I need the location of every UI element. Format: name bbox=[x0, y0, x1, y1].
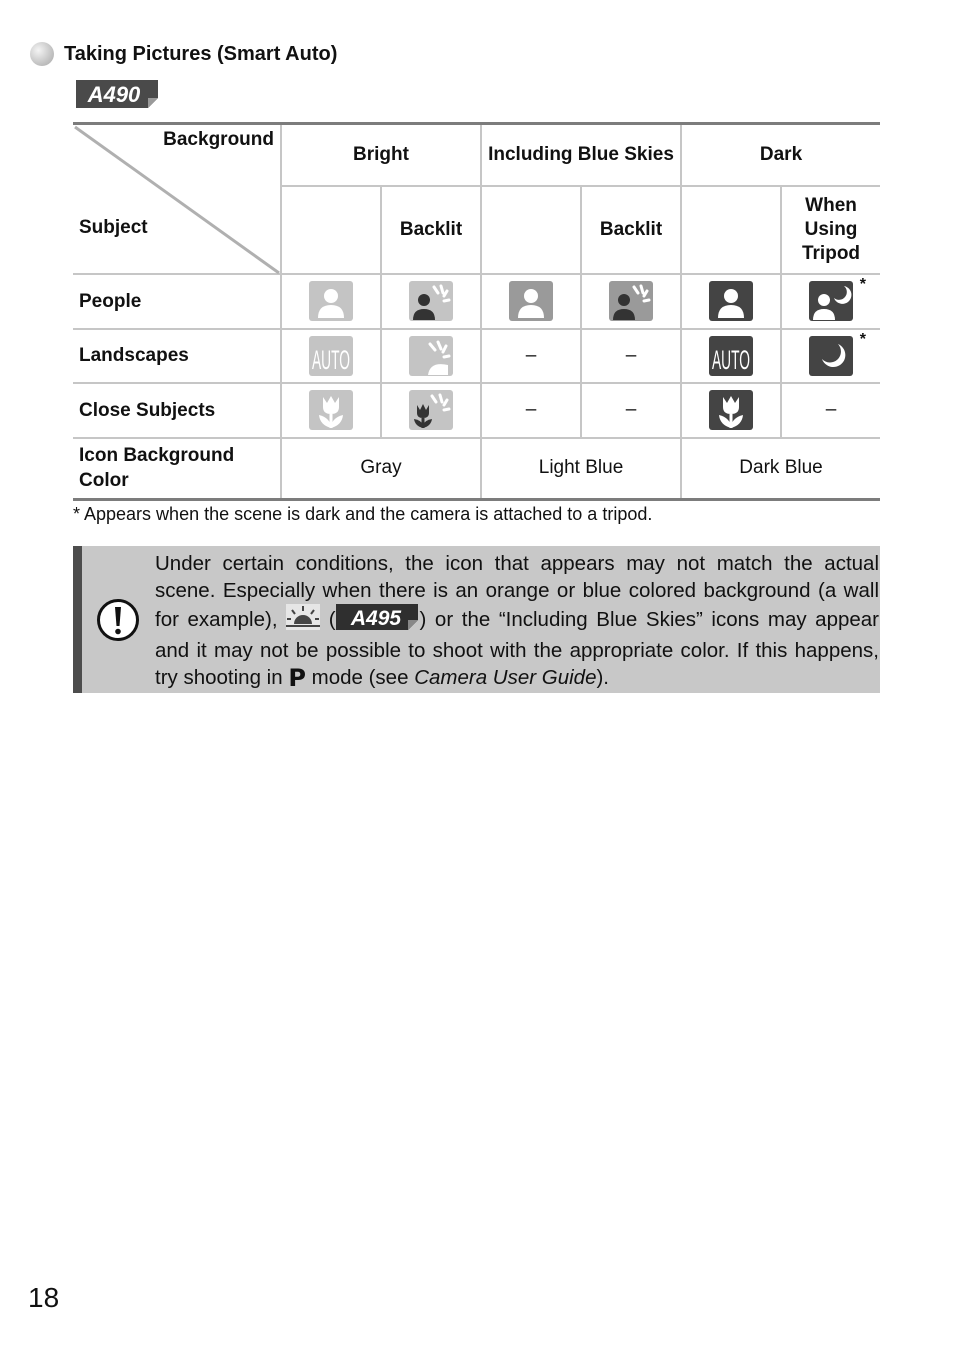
col-including-blue-skies: Including Blue Skies bbox=[481, 124, 681, 186]
row-label-landscapes: Landscapes bbox=[73, 329, 281, 383]
macro-gray-icon bbox=[308, 389, 354, 431]
portrait-lightblue-icon bbox=[508, 280, 554, 322]
sunset-icon bbox=[286, 604, 320, 637]
macro-backlit-gray-icon bbox=[408, 389, 454, 431]
col-dark-tripod: When Using Tripod bbox=[781, 186, 880, 274]
backlit-gray-icon bbox=[408, 335, 454, 377]
section-title: Taking Pictures (Smart Auto) bbox=[64, 42, 338, 65]
empty-cell: – bbox=[581, 383, 681, 438]
caution-text bbox=[155, 550, 879, 692]
tripod-asterisk: * bbox=[859, 276, 867, 293]
model-badge bbox=[76, 80, 160, 113]
paren-open: ( bbox=[328, 607, 336, 631]
model-badge-a495-text: A495 bbox=[350, 607, 401, 630]
gray-circle-icon bbox=[30, 42, 54, 66]
row-label-close-subjects: Close Subjects bbox=[73, 383, 281, 438]
corner-header bbox=[73, 124, 281, 274]
empty-cell: – bbox=[581, 329, 681, 383]
program-mode-icon: P bbox=[288, 664, 306, 693]
macro-darkblue-icon bbox=[708, 389, 754, 431]
empty-cell: – bbox=[781, 383, 880, 438]
corner-background-label: Background bbox=[163, 129, 274, 150]
footnote: * Appears when the scene is dark and the camera is attached to a tripod. bbox=[73, 504, 653, 524]
caution-part2: ) or the “Including Blue Skies” icons may appear and it may not be possible to shoot with the appropriate color. If this happens, try shooting in bbox=[155, 607, 880, 689]
col-dark: Dark bbox=[681, 124, 880, 186]
section-header bbox=[30, 40, 337, 68]
table-row bbox=[73, 274, 880, 329]
col-dark-normal bbox=[681, 186, 781, 274]
empty-cell: – bbox=[481, 329, 581, 383]
col-blue-backlit: Backlit bbox=[581, 186, 681, 274]
tripod-asterisk: * bbox=[859, 330, 867, 348]
svg-text:AUTO: AUTO bbox=[312, 344, 350, 375]
corner-subject-label: Subject bbox=[79, 217, 148, 238]
page-number: 18 bbox=[28, 1282, 60, 1313]
color-dark: Dark Blue bbox=[681, 438, 880, 500]
caution-part4: ). bbox=[596, 666, 610, 689]
night-portrait-icon bbox=[808, 276, 867, 322]
col-bright-backlit: Backlit bbox=[381, 186, 481, 274]
camera-user-guide-ref: Camera User Guide bbox=[414, 666, 597, 689]
model-badge-text: A490 bbox=[87, 82, 141, 107]
scene-icon-table bbox=[73, 122, 880, 501]
col-bright-normal bbox=[281, 186, 381, 274]
portrait-backlit-gray-icon bbox=[408, 280, 454, 322]
model-badge-a495 bbox=[336, 604, 420, 637]
caution-part1: Under certain conditions, the icon that appears may not match the actual scene. Especially when there is an orange or blue colored background (a wall for example), bbox=[155, 552, 879, 631]
table-row bbox=[73, 329, 880, 383]
auto-gray-icon bbox=[308, 335, 354, 377]
row-label-icon-background-color: Icon Background Color bbox=[73, 438, 281, 500]
table-row bbox=[73, 438, 880, 500]
portrait-gray-icon bbox=[308, 280, 354, 322]
caution-part3: mode (see bbox=[311, 666, 409, 689]
col-blue-normal bbox=[481, 186, 581, 274]
color-blue: Light Blue bbox=[481, 438, 681, 500]
exclamation-icon bbox=[96, 598, 140, 642]
portrait-darkblue-icon bbox=[708, 280, 754, 322]
empty-cell: – bbox=[481, 383, 581, 438]
svg-text:AUTO: AUTO bbox=[712, 344, 751, 375]
night-scene-icon bbox=[808, 330, 867, 377]
caution-box bbox=[73, 546, 880, 693]
color-bright: Gray bbox=[281, 438, 481, 500]
portrait-backlit-lightblue-icon bbox=[608, 280, 654, 322]
table-row bbox=[73, 383, 880, 438]
col-bright: Bright bbox=[281, 124, 481, 186]
auto-darkblue-icon bbox=[708, 335, 754, 377]
row-label-people: People bbox=[73, 274, 281, 329]
